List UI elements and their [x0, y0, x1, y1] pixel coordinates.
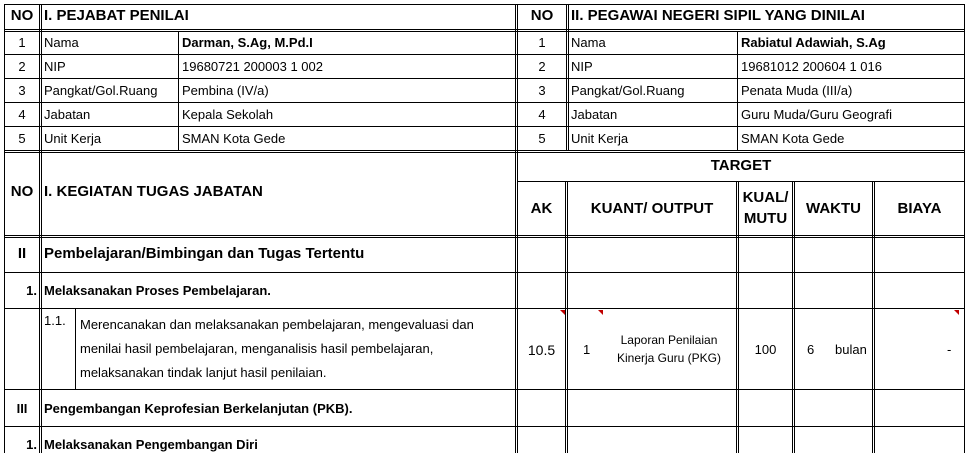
activity-text-line2: menilai hasil pembelajaran, menganalisis hasil pembelajaran,	[80, 341, 434, 356]
ak-header: AK	[530, 200, 553, 217]
activity-text-line1: Merencanakan dan melaksanakan pembelajaran, mengevaluasi dan	[80, 317, 474, 332]
row-number: 4	[18, 107, 26, 122]
output-name-line2: Kinerja Guru (PKG)	[616, 351, 722, 365]
output-name-line1: Laporan Penilaian	[620, 333, 718, 347]
field-label: Jabatan	[571, 107, 618, 122]
biaya-value: -	[947, 342, 952, 357]
waktu-unit: bulan	[835, 342, 867, 357]
pejabat-penilai-title: I. PEJABAT PENILAI	[44, 7, 189, 24]
kual-mutu-header-line1: KUAL/	[742, 189, 789, 206]
section-title: Pengembangan Keprofesian Berkelanjutan (PKB).	[44, 401, 353, 416]
row-number: 1	[18, 35, 26, 50]
field-label: NIP	[571, 59, 593, 74]
sub-item-number: 1.1.	[44, 313, 66, 328]
item-title: Melaksanakan Pengembangan Diri	[44, 437, 258, 452]
row-number: 4	[538, 107, 546, 122]
item-number: 1.	[26, 437, 37, 452]
row-number: 2	[18, 59, 26, 74]
section-title: Pembelajaran/Bimbingan dan Tugas Tertentu	[44, 245, 365, 262]
target-header: TARGET	[710, 157, 772, 174]
field-value: Kepala Sekolah	[182, 107, 274, 122]
field-label: Unit Kerja	[44, 131, 102, 146]
biaya-header: BIAYA	[897, 200, 942, 217]
field-label: Jabatan	[44, 107, 91, 122]
field-value: SMAN Kota Gede	[741, 131, 845, 146]
field-label: NIP	[44, 59, 66, 74]
row-number: 5	[538, 131, 546, 146]
section-number: III	[16, 401, 28, 416]
no-column-header: NO	[10, 183, 34, 200]
comment-marker	[598, 310, 603, 315]
waktu-header: WAKTU	[806, 200, 861, 217]
field-value: Rabiatul Adawiah, S.Ag	[741, 35, 886, 50]
no-header-left: NO	[10, 7, 34, 24]
row-number: 1	[538, 35, 546, 50]
field-label: Pangkat/Gol.Ruang	[44, 83, 158, 98]
item-title: Melaksanakan Proses Pembelajaran.	[44, 283, 271, 298]
row-number: 2	[538, 59, 546, 74]
comment-marker	[954, 310, 959, 315]
field-label: Pangkat/Gol.Ruang	[571, 83, 685, 98]
kegiatan-header: I. KEGIATAN TUGAS JABATAN	[44, 183, 263, 200]
pns-dinilai-title: II. PEGAWAI NEGERI SIPIL YANG DINILAI	[571, 7, 865, 24]
kual-mutu-header-line2: MUTU	[743, 210, 788, 227]
row-number: 5	[18, 131, 26, 146]
field-value: Penata Muda (III/a)	[741, 83, 853, 98]
field-value: Pembina (IV/a)	[182, 83, 269, 98]
ak-value: 10.5	[527, 342, 556, 358]
field-label: Nama	[44, 35, 79, 50]
output-quantity: 1	[583, 342, 591, 357]
row-number: 3	[538, 83, 546, 98]
row-number: 3	[18, 83, 26, 98]
kual-mutu-value: 100	[754, 342, 777, 357]
field-label: Nama	[571, 35, 606, 50]
field-label: Unit Kerja	[571, 131, 629, 146]
comment-marker	[560, 310, 565, 315]
field-value: 19681012 200604 1 016	[741, 59, 882, 74]
section-number: II	[17, 245, 27, 262]
no-header-right: NO	[530, 7, 554, 24]
kuant-output-header: KUANT/ OUTPUT	[590, 200, 714, 217]
field-value: Darman, S.Ag, M.Pd.I	[182, 35, 313, 50]
activity-text-line3: melaksanakan tindak lanjut hasil penilaian.	[80, 365, 327, 380]
field-value: 19680721 200003 1 002	[182, 59, 323, 74]
waktu-quantity: 6	[807, 342, 815, 357]
field-value: Guru Muda/Guru Geografi	[741, 107, 893, 122]
field-value: SMAN Kota Gede	[182, 131, 286, 146]
item-number: 1.	[26, 283, 37, 298]
